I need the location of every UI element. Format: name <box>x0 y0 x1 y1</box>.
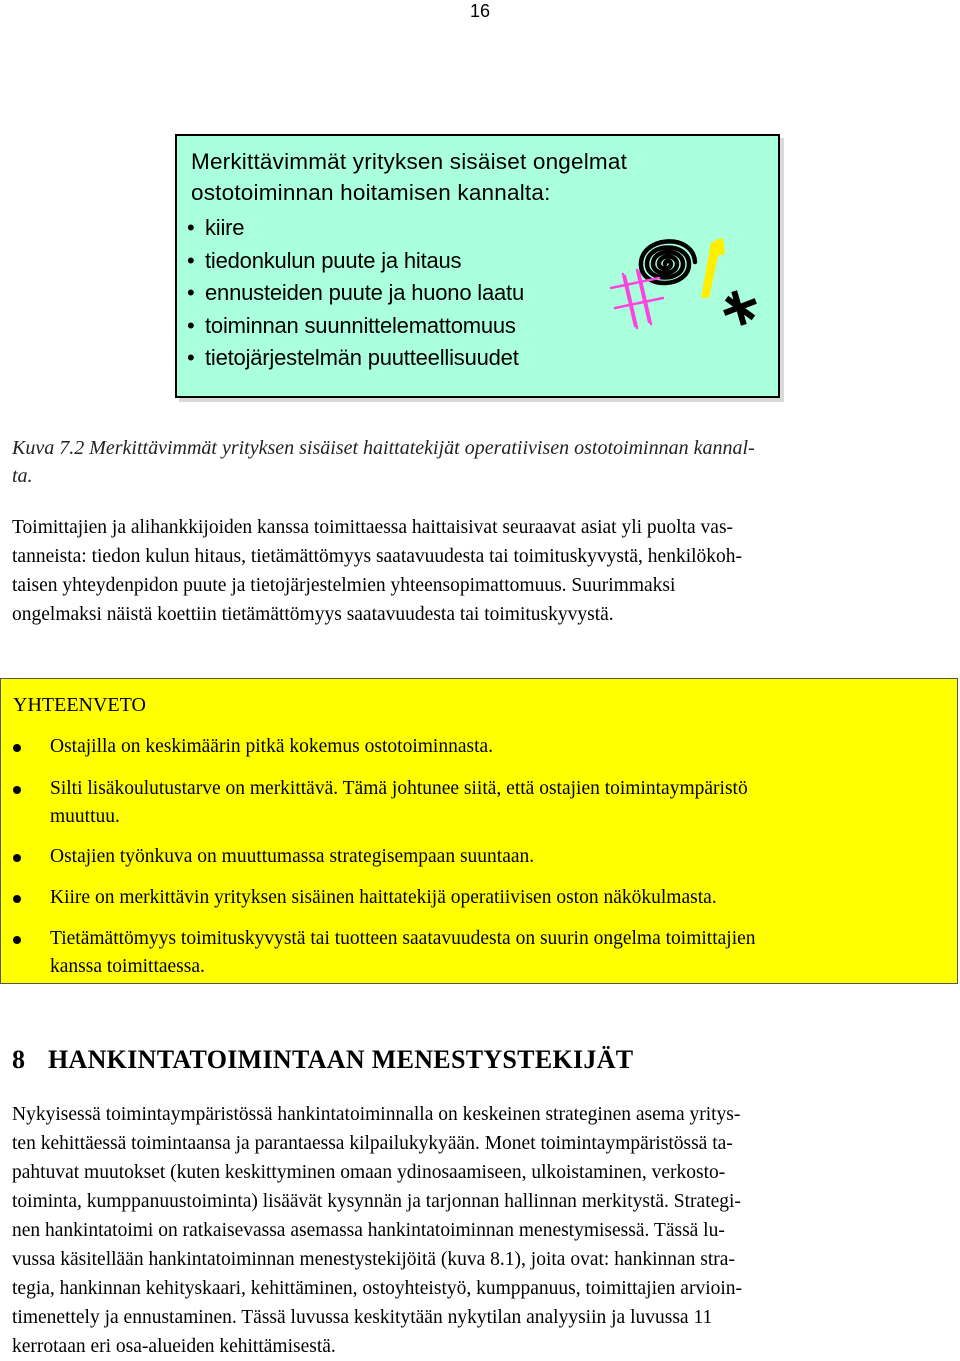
text-line: tanneista: tiedon kulun hitaus, tietämättömyys saatavuudesta tai toimituskyvystä, henkilökoh- <box>12 546 743 567</box>
summary-item-line: Kiire on merkittävin yrityksen sisäinen haittatekijä operatiivisen oston näkökulmasta. <box>50 887 717 908</box>
section-number: 8 <box>12 1045 26 1074</box>
text-line: Toimittajien ja alihankkijoiden kanssa toimittaessa haittaisivat seuraavat asiat yli puolta vas- <box>12 517 734 538</box>
figure-list-item: • toiminnan suunnittelemattomuus <box>187 310 524 343</box>
paragraph-success-factors <box>12 1100 944 1361</box>
page-number: 16 <box>469 1 491 21</box>
caption-line: ta. <box>12 465 33 487</box>
figure-list-item: • kiire <box>187 212 524 245</box>
section-title: HANKINTATOIMINTAAN MENESTYSTEKIJÄT <box>48 1045 634 1074</box>
summary-item-line: Ostajien työnkuva on muuttumassa strategisempaan suuntaan. <box>50 846 535 867</box>
lightning-icon <box>701 238 725 298</box>
summary-item-line: Silti lisäkoulutustarve on merkittävä. Tämä johtunee siitä, että ostajien toimintaympäristö <box>50 778 748 799</box>
asterisk-icon <box>727 294 753 322</box>
summary-item-line: kanssa toimittaessa. <box>50 956 205 977</box>
text-line: tegia, hankinnan kehityskaari, kehittäminen, ostoyhteistyö, kumppanuus, toimittajien arvioin- <box>12 1278 743 1299</box>
text-line: taisen yhteydenpidon puute ja tietojärjestelmien yhteensopimattomuus. Suurimmaksi <box>12 575 676 596</box>
text-line: ongelmaksi näistä koettiin tietämättömyys saatavuudesta tai toimituskyvystä. <box>12 604 614 625</box>
text-line: nen hankintatoimi on ratkaisevassa asemassa hankintatoiminnan menestymisessä. Tässä lu- <box>12 1220 725 1241</box>
text-line: vussa käsitellään hankintatoiminnan menestystekijöitä (kuva 8.1), joita ovat: hankinnan stra- <box>12 1249 735 1270</box>
text-line: pahtuvat muutokset (kuten keskittyminen omaan ydinosaamiseen, ulkoistaminen, verkosto- <box>12 1162 726 1183</box>
text-line: kerrotaan eri osa-alueiden kehittämisestä. <box>12 1336 336 1357</box>
section-heading <box>12 1042 633 1078</box>
figure-problem-list <box>187 212 524 375</box>
summary-item-line: Ostajilla on keskimäärin pitkä kokemus ostotoiminnasta. <box>50 736 494 757</box>
figure-title-line: ostotoiminnan hoitamisen kannalta: <box>191 180 551 205</box>
spiral-icon <box>641 241 695 283</box>
text-line: ten kehittäessä toimintaansa ja parantaessa kilpailukykyään. Monet toimintaympäristössä ta- <box>12 1133 733 1154</box>
summary-item-line: Tietämättömyys toimituskyvystä tai tuotteen saatavuudesta on suurin ongelma toimittajien <box>50 928 756 949</box>
figure-caption <box>12 434 942 490</box>
figure-list-item: • tietojärjestelmän puutteellisuudet <box>187 342 524 375</box>
figure-list-item: • ennusteiden puute ja huono laatu <box>187 277 524 310</box>
text-line: Nykyisessä toimintaympäristössä hankintatoiminnalla on keskeinen strateginen asema yritys- <box>12 1104 741 1125</box>
text-line: timenettely ja ennustaminen. Tässä luvussa keskitytään nykytilan analyysiin ja luvussa 11 <box>12 1307 713 1328</box>
bullet-icon <box>13 854 21 862</box>
bullet-icon <box>13 895 21 903</box>
summary-item <box>13 733 947 761</box>
bullet-icon <box>13 786 21 794</box>
caption-line: Kuva 7.2 Merkittävimmät yrityksen sisäiset haittatekijät operatiivisen ostotoiminnan kannal- <box>12 437 755 459</box>
paragraph-suppliers <box>12 513 944 629</box>
hash-icon <box>611 270 663 328</box>
figure-box <box>175 134 780 398</box>
bullet-icon <box>13 936 21 944</box>
summary-item <box>13 925 947 981</box>
text-line: toiminta, kumppanuustoiminta) lisäävät kysynnän ja tarjonnan hallinnan merkitystä. Strategi- <box>12 1191 741 1212</box>
frustration-doodle <box>607 216 767 336</box>
figure-title <box>191 146 631 208</box>
summary-item-line: muuttuu. <box>50 806 120 827</box>
figure-list-item: • tiedonkulun puute ja hitaus <box>187 245 524 278</box>
summary-item <box>13 775 947 831</box>
summary-item <box>13 884 947 912</box>
figure-title-line: Merkittävimmät yrityksen sisäiset ongelmat <box>191 149 628 174</box>
summary-box <box>0 678 958 984</box>
summary-item <box>13 843 947 871</box>
bullet-icon <box>13 744 21 752</box>
summary-list <box>13 733 947 981</box>
summary-heading: YHTEENVETO <box>13 694 146 716</box>
